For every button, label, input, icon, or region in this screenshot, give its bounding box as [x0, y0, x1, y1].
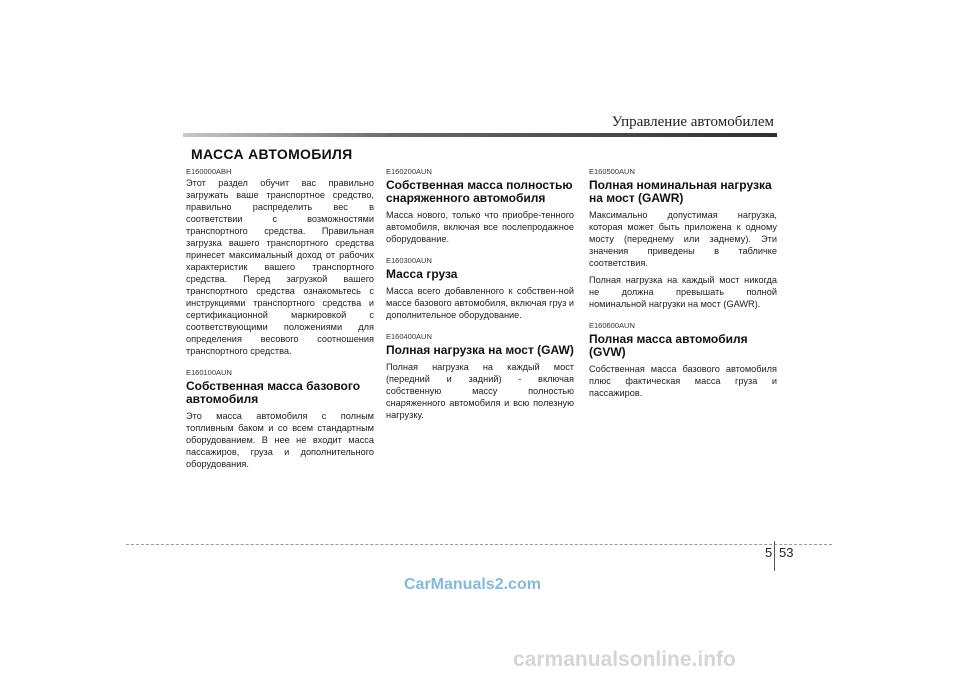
page-number-divider	[774, 541, 775, 571]
watermark-bottom: carmanualsonline.info	[513, 648, 736, 671]
section-code: E160300AUN	[386, 256, 432, 265]
paragraph: Масса нового, только что приобре-тенного автомобиля, включая все послепродажное оборудование.	[386, 210, 574, 244]
subsection-heading: Собственная масса базового автомобиля	[186, 379, 361, 406]
watermark-top: CarManuals2.com	[404, 576, 541, 593]
paragraph: Полная нагрузка на каждый мост никогда не должна превышать полной номинальной нагрузки на мост (GAWR).	[589, 275, 777, 309]
column-3	[589, 167, 777, 399]
paragraph: Этот раздел обучит вас правильно загружать ваше транспортное средство, правильно распределить вес в соответствии с возможностями транспортного средства. Правильная загрузка вашего транспортного средства принесет максимальный доход от рабочих характеристик вашего транспортного средства. Перед загрузкой вашего транспортного средства ознакомьтесь с инструкциями транспортного средства и сертификационной маркировкой с соответствующими положениями для определения весового соотношения транспортного средства.	[186, 178, 374, 356]
page-number: 53	[779, 545, 794, 560]
header-rule	[183, 133, 777, 137]
page-header-title: Управление автомобилем	[611, 114, 774, 130]
section-code: E160400AUN	[386, 332, 432, 341]
section-code: E160000ABH	[186, 167, 232, 176]
section-code: E160100AUN	[186, 368, 232, 377]
subsection-heading: Полная масса автомобиля (GVW)	[589, 332, 748, 359]
subsection-heading: Полная номинальная нагрузка на мост (GAWR)	[589, 178, 772, 205]
paragraph: Полная нагрузка на каждый мост (передний и задний) - включая собственную массу полностью снаряженного автомобиля и всю полезную нагрузку.	[386, 362, 574, 420]
subsection-heading: Масса груза	[386, 267, 458, 281]
section-code: E160200AUN	[386, 167, 432, 176]
column-1	[186, 167, 374, 470]
subsection-heading: Полная нагрузка на мост (GAW)	[386, 343, 574, 357]
section-code: E160600AUN	[589, 321, 635, 330]
paragraph: Максимально допустимая нагрузка, которая может быть приложена к одному мосту (переднему или заднему). Эти значения приведены в табличке соответствия.	[589, 210, 777, 268]
paragraph: Масса всего добавленного к собствен-ной массе базового автомобиля, включая груз и дополнительное оборудование.	[386, 286, 574, 320]
paragraph: Это масса автомобиля с полным топливным баком и со всем стандартным оборудованием. В нее не входит масса пассажиров, груза и дополнительного оборудования.	[186, 411, 374, 469]
column-2	[386, 167, 574, 421]
section-title: МАССА АВТОМОБИЛЯ	[191, 146, 353, 162]
subsection-heading: Собственная масса полностью снаряженного автомобиля	[386, 178, 573, 205]
section-code: E160500AUN	[589, 167, 635, 176]
footer-dashed-rule	[126, 544, 832, 545]
paragraph: Собственная масса базового автомобиля плюс фактическая масса груза и пассажиров.	[589, 364, 777, 398]
page-section-number: 5	[765, 545, 773, 560]
